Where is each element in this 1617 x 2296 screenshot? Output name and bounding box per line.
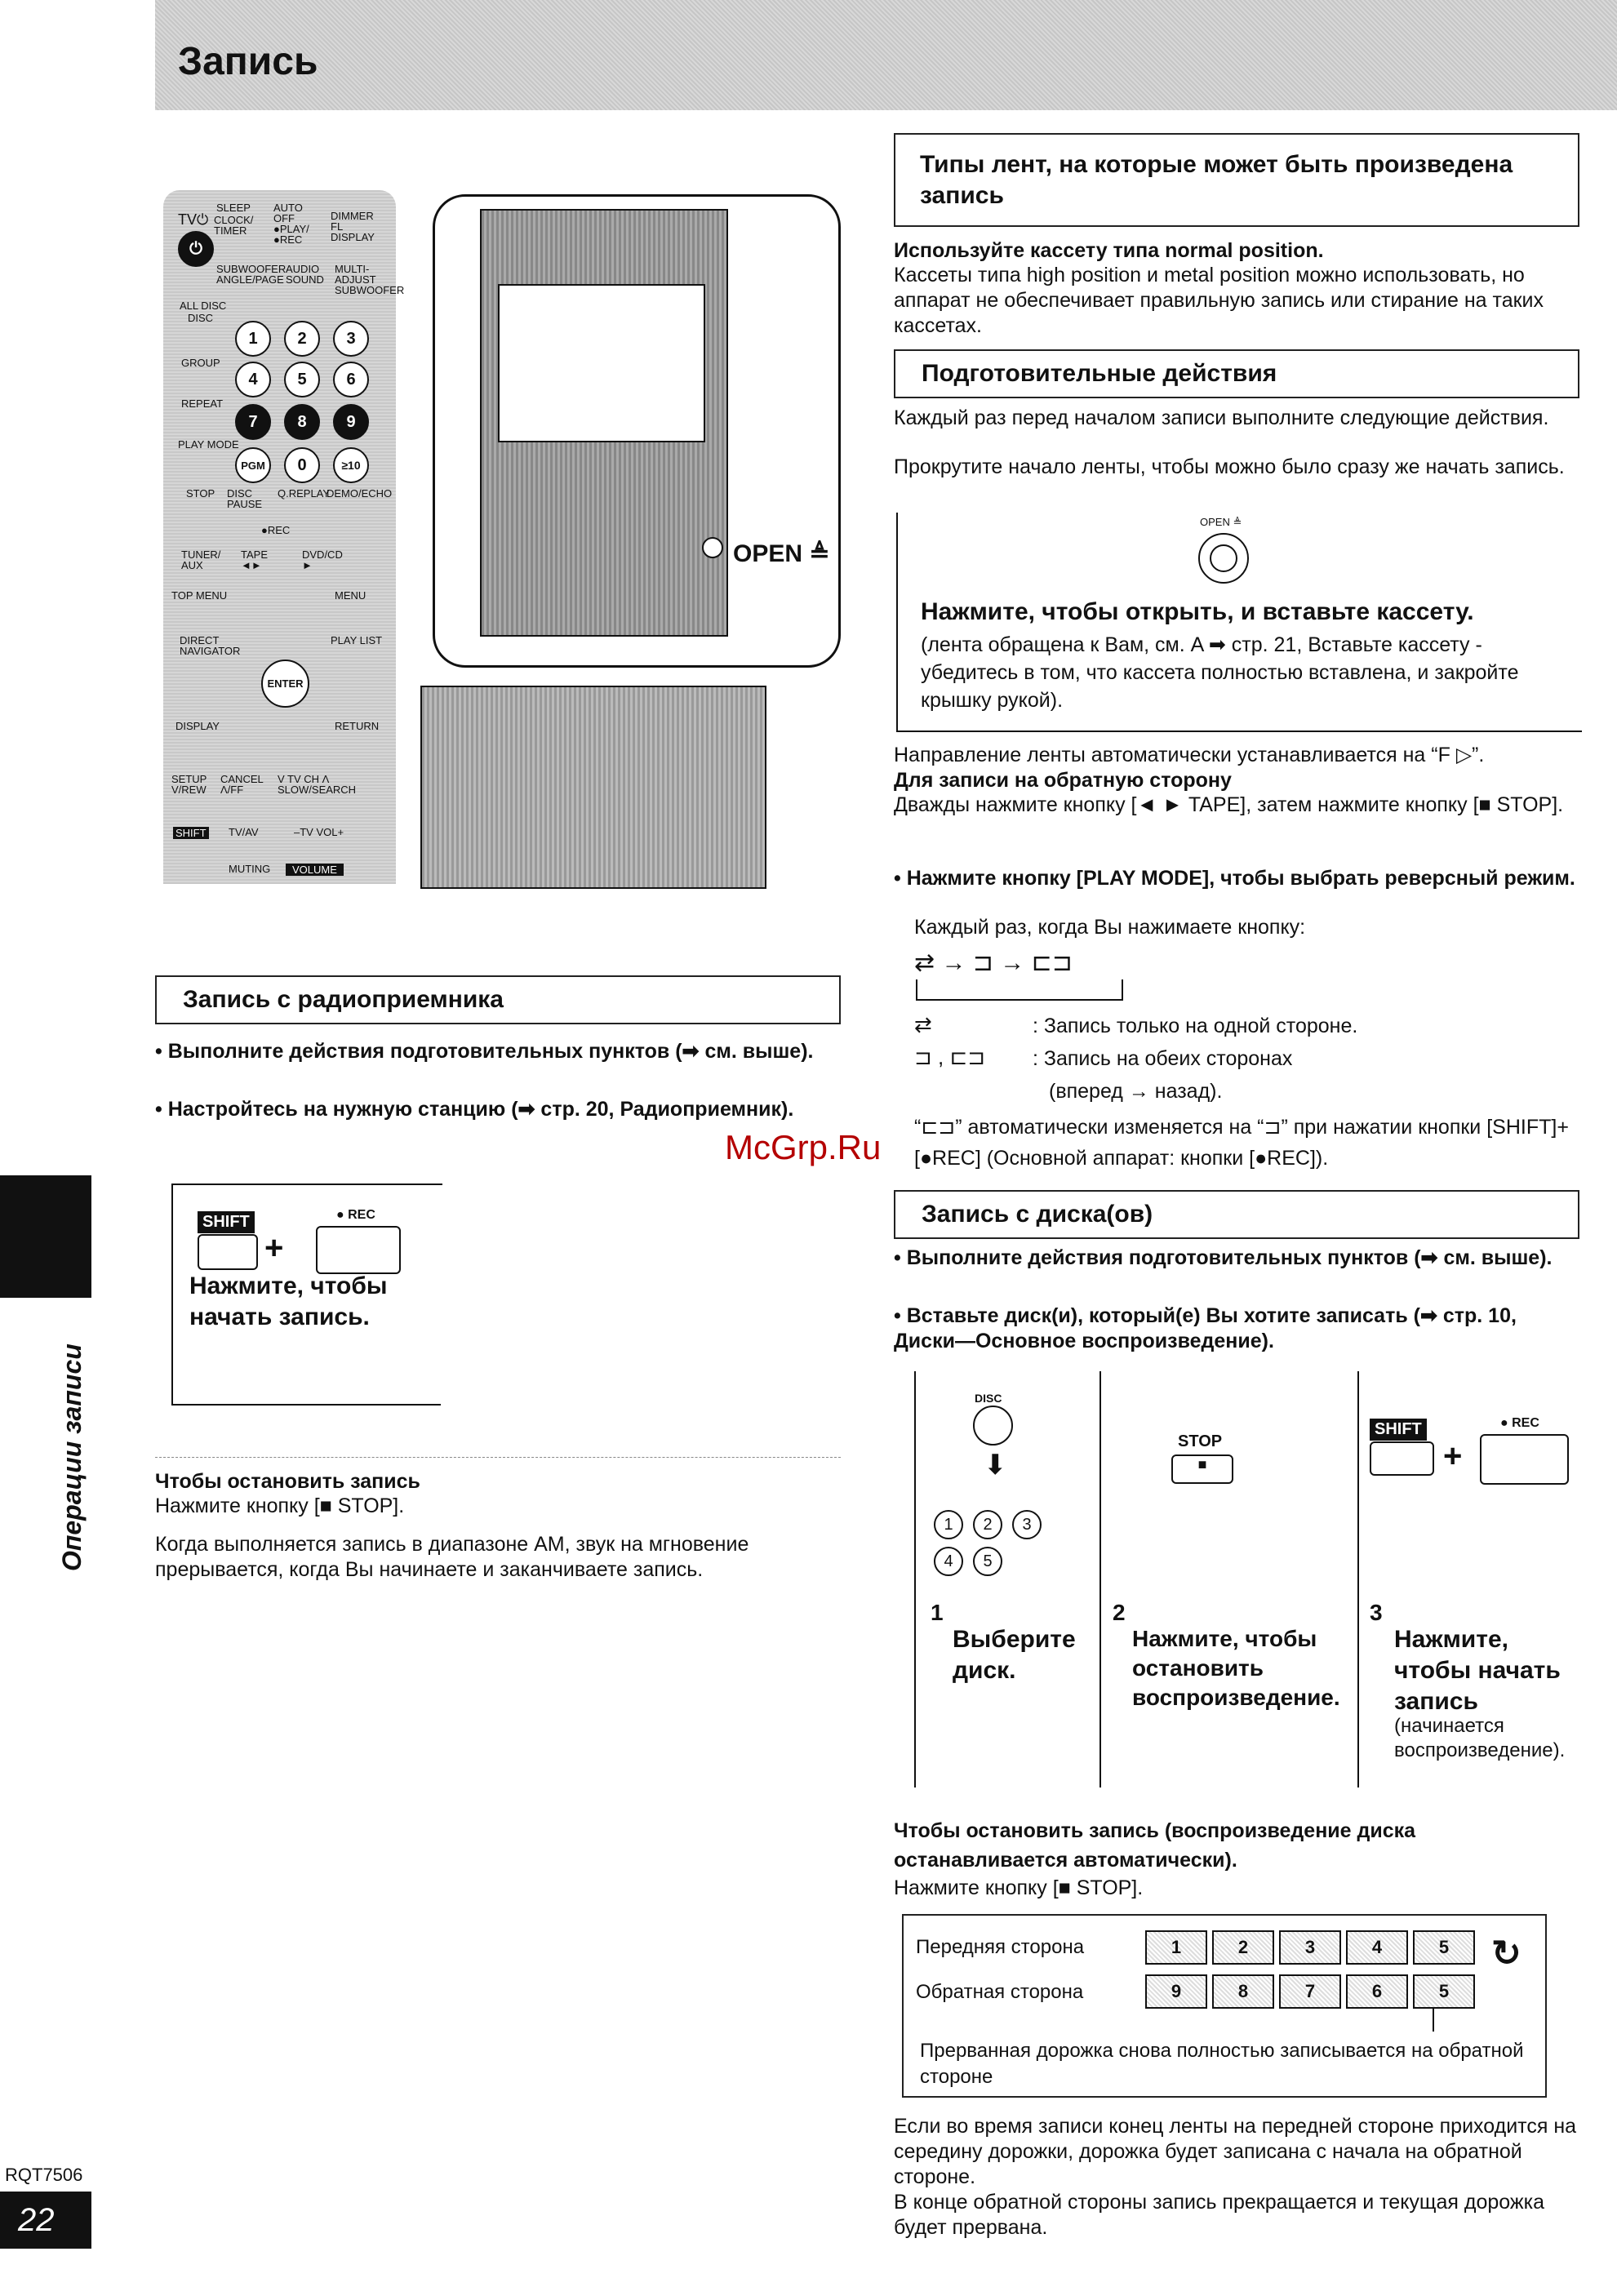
disc-step-2 bbox=[1098, 1371, 1359, 1788]
reverse-heading: Для записи на обратную сторону bbox=[894, 769, 1232, 792]
header-band bbox=[155, 0, 1617, 110]
track-note: Прерванная дорожка снова полностью записывается на обратной стороне bbox=[920, 2040, 1524, 2088]
remote-label-multi: MULTI-ADJUST SUBWOOFER bbox=[335, 263, 405, 296]
remote-label-rec: ●REC bbox=[261, 524, 291, 536]
radio-bullet-2-text: • Настройтесь на нужную станцию (➡ стр. 20, Радиоприемник). bbox=[155, 1098, 794, 1121]
shift-button-icon bbox=[198, 1234, 258, 1270]
step-3-plus: + bbox=[1443, 1438, 1463, 1474]
step-3-shift-icon bbox=[1370, 1441, 1434, 1476]
front-track-4: 4 bbox=[1346, 1930, 1408, 1965]
divider bbox=[155, 1457, 841, 1458]
digit-10-button: ≥10 bbox=[333, 447, 369, 483]
front-track-3: 3 bbox=[1279, 1930, 1341, 1965]
open-button-icon-large bbox=[1198, 533, 1249, 584]
digit-3-icon: 3 bbox=[1012, 1510, 1042, 1539]
remote-label-group: GROUP bbox=[181, 357, 220, 369]
digit-5-button: 5 bbox=[284, 362, 320, 397]
sidebar-section-label: Операции записи bbox=[57, 1343, 87, 1571]
remote-label-topmenu: TOP MENU bbox=[171, 589, 228, 602]
remote-label-cancel: CANCEL Λ/FF bbox=[220, 773, 264, 796]
watermark: McGrp.Ru bbox=[725, 1128, 882, 1166]
deck-callout bbox=[433, 194, 841, 668]
insert-step-box bbox=[896, 513, 1582, 732]
end-text-1: Если во время записи конец ленты на передней стороне приходится на середину дорожки, дорожка будет записана с начала на обратной стороне. bbox=[894, 2115, 1577, 2188]
disc-stop-heading: Чтобы остановить запись (воспроизведение диска останавливается автоматически). bbox=[894, 1819, 1416, 1872]
mode-both-sides: : Запись на обеих сторонах bbox=[1033, 1047, 1293, 1070]
remote-label-setup: SETUP V/REW bbox=[171, 773, 207, 796]
plus-sign: + bbox=[264, 1230, 284, 1266]
remote-label-pause: DISC PAUSE bbox=[227, 487, 263, 510]
remote-label-dimmer: DIMMER FL DISPLAY bbox=[331, 210, 375, 243]
radio-step-box bbox=[171, 1184, 442, 1406]
front-track-2: 2 bbox=[1212, 1930, 1274, 1965]
deck-body bbox=[480, 209, 728, 637]
remote-label-stop: STOP bbox=[186, 487, 215, 500]
back-track-8: 8 bbox=[1212, 1974, 1274, 2009]
mode-both-sides-icon: ⊐ , ⊏⊐ bbox=[914, 1045, 986, 1069]
remote-label-tvvol: –TV VOL+ bbox=[294, 826, 344, 838]
direction-text: Направление ленты автоматически устанавливается на “F ▷”. bbox=[894, 744, 1485, 766]
end-text-2: В конце обратной стороны запись прекращается и текущая дорожка будет прервана. bbox=[894, 2191, 1545, 2239]
digit-2-button: 2 bbox=[284, 321, 320, 357]
remote-label-menu: MENU bbox=[335, 589, 366, 602]
front-track-5: 5 bbox=[1413, 1930, 1475, 1965]
step-3-shift-label: SHIFT bbox=[1370, 1419, 1427, 1441]
digit-5-icon: 5 bbox=[973, 1547, 1002, 1576]
radio-bullet-2 bbox=[155, 1096, 841, 1122]
pgm-button: PGM bbox=[235, 447, 271, 483]
digit-row-2 bbox=[934, 1547, 1002, 1576]
remote-label-shift: SHIFT bbox=[173, 827, 209, 839]
remote-label-muting: MUTING bbox=[229, 863, 271, 875]
mode-cycle-loop bbox=[916, 979, 1123, 1001]
remote-label-tape: TAPE ◄► bbox=[241, 548, 268, 571]
open-button-inner bbox=[1210, 544, 1237, 572]
sidebar-tab bbox=[0, 1175, 91, 1298]
remote-label-sound: AUDIO SOUND bbox=[286, 263, 324, 286]
disc-step-3 bbox=[1357, 1371, 1586, 1788]
track-diagram bbox=[902, 1914, 1547, 2098]
am-note: Когда выполняется запись в диапазоне AM, звук на мгновение прерывается, когда Вы начинаете и заканчиваете запись. bbox=[155, 1533, 749, 1581]
prep-text-2: Прокрутите начало ленты, чтобы можно было сразу же начать запись. bbox=[894, 455, 1565, 478]
remote-label-slow: V TV CH Λ SLOW/SEARCH bbox=[278, 773, 357, 796]
step-box-bottom bbox=[171, 1404, 441, 1406]
back-track-table bbox=[1140, 1974, 1480, 2009]
back-track-6: 6 bbox=[1346, 1974, 1408, 2009]
remote-label-direct: DIRECT NAVIGATOR bbox=[180, 634, 241, 657]
stop-text: Нажмите кнопку [■ STOP]. bbox=[155, 1494, 405, 1517]
power-button: ⏻ bbox=[178, 231, 214, 267]
mode-note: “⊏⊐” автоматически изменяется на “⊐” при нажатии кнопки [SHIFT]+[●REC] (Основной аппарат: кнопки [●REC]). bbox=[914, 1116, 1569, 1170]
remote-label-clock: CLOCK/ TIMER bbox=[214, 214, 254, 237]
back-track-7: 7 bbox=[1279, 1974, 1341, 2009]
interrupted-pointer bbox=[1433, 2007, 1434, 2032]
disc-stop-text: Нажмите кнопку [■ STOP]. bbox=[894, 1876, 1144, 1899]
remote-label-tuner: TUNER/ AUX bbox=[181, 548, 221, 571]
disc-bullet-2: • Вставьте диск(и), который(е) Вы хотите записать (➡ стр. 10, Диски—Основное воспроизведение). bbox=[894, 1304, 1517, 1352]
press-caption: Нажмите, чтобы начать запись. bbox=[189, 1272, 388, 1330]
playmode-bullet: • Нажмите кнопку [PLAY MODE], чтобы выбрать реверсный режим. bbox=[894, 867, 1575, 890]
open-small-label: OPEN ≜ bbox=[1200, 516, 1242, 528]
remote-label-playlist: PLAY LIST bbox=[331, 634, 383, 646]
remote-label-alldisc: ALL DISC bbox=[180, 300, 227, 312]
back-track-5: 5 bbox=[1413, 1974, 1475, 2009]
radio-section-heading: Запись с радиоприемника bbox=[155, 975, 841, 1024]
step-3-sub: (начинается воспроизведение). bbox=[1394, 1715, 1566, 1761]
stop-label: STOP bbox=[1178, 1432, 1223, 1450]
insert-text: (лента обращена к Вам, см. A ➡ стр. 21, Вставьте кассету - убедитесь в том, что кассета полностью вставлена, и закройте крышку рукой). bbox=[921, 633, 1519, 712]
mode-one-side: : Запись только на одной стороне. bbox=[1033, 1015, 1358, 1037]
cassette-door bbox=[498, 284, 705, 442]
back-side-label: Обратная сторона bbox=[916, 1981, 1084, 2003]
digit-8-button: 8 bbox=[284, 404, 320, 440]
remote-control bbox=[163, 190, 405, 884]
disc-button-icon bbox=[973, 1406, 1013, 1446]
disc-bullet-1: • Выполните действия подготовительных пунктов (➡ см. выше). bbox=[894, 1246, 1553, 1269]
digit-7-button: 7 bbox=[235, 404, 271, 440]
radio-bullet-1 bbox=[155, 1038, 841, 1064]
prep-text-1: Каждый раз перед началом записи выполните следующие действия. bbox=[894, 406, 1549, 429]
rec-label: ● REC bbox=[336, 1208, 375, 1222]
remote-label-subwoofer: SUBWOOFER ANGLE/PAGE bbox=[216, 263, 287, 286]
remote-label-return: RETURN bbox=[335, 720, 380, 732]
open-button-icon bbox=[702, 537, 723, 558]
remote-label-repeat: REPEAT bbox=[181, 397, 224, 410]
digit-3-button: 3 bbox=[333, 321, 369, 357]
digit-6-button: 6 bbox=[333, 362, 369, 397]
step-3-number: 3 bbox=[1370, 1600, 1383, 1625]
remote-label-dvd: DVD/CD ► bbox=[302, 548, 343, 571]
disc-step-1 bbox=[914, 1371, 1101, 1788]
front-side-label: Передняя сторона bbox=[916, 1936, 1085, 1958]
enter-button: ENTER bbox=[261, 659, 309, 708]
disc-section-heading: Запись с диска(ов) bbox=[894, 1190, 1579, 1239]
remote-label-tvav: TV/AV bbox=[229, 826, 259, 838]
step-2-number: 2 bbox=[1113, 1600, 1126, 1625]
digit-row-1 bbox=[934, 1510, 1042, 1539]
tape-text: Кассеты типа high position и metal position можно использовать, но аппарат не обеспечивает правильную запись или стирание на таких кассетах. bbox=[894, 264, 1544, 337]
remote-label-sleep: SLEEP bbox=[216, 202, 251, 214]
step-3-text: Нажмите, чтобы начать запись bbox=[1394, 1626, 1561, 1715]
remote-label-display: DISPLAY bbox=[175, 720, 220, 732]
digit-4-button: 4 bbox=[235, 362, 271, 397]
digit-2-icon: 2 bbox=[973, 1510, 1002, 1539]
step-2-text: Нажмите, чтобы остановить воспроизведение. bbox=[1132, 1626, 1340, 1710]
open-label: OPEN ≜ bbox=[733, 540, 830, 567]
rec-button-icon bbox=[316, 1226, 401, 1274]
digit-1-button: 1 bbox=[235, 321, 271, 357]
step-1-number: 1 bbox=[931, 1600, 944, 1625]
stop-heading: Чтобы остановить запись bbox=[155, 1470, 420, 1493]
remote-label-autooff: AUTO OFF ●PLAY/ ●REC bbox=[273, 202, 309, 246]
mode-both-sides-note: (вперед → назад). bbox=[1049, 1080, 1223, 1103]
disc-label: DISC bbox=[975, 1392, 1002, 1405]
remote-label-disc: DISC bbox=[188, 312, 214, 324]
insert-bold: Нажмите, чтобы открыть, и вставьте кассету. bbox=[921, 598, 1474, 625]
remote-label-playmode: PLAY MODE bbox=[178, 438, 239, 451]
tape-types-heading: Типы лент, на которые может быть произведена запись bbox=[894, 133, 1579, 227]
digit-0-button: 0 bbox=[284, 447, 320, 483]
step-1-text: Выберите диск. bbox=[953, 1626, 1076, 1684]
shift-label: SHIFT bbox=[198, 1211, 255, 1233]
playmode-text: Каждый раз, когда Вы нажимаете кнопку: bbox=[914, 916, 1306, 939]
front-track-table bbox=[1140, 1930, 1480, 1965]
remote-label-volume: VOLUME bbox=[286, 864, 344, 876]
back-track-9: 9 bbox=[1145, 1974, 1207, 2009]
mode-cycle: ⇄ → ⊐ → ⊏⊐ bbox=[914, 949, 1073, 976]
step-3-rec-icon bbox=[1480, 1434, 1569, 1485]
step-3-rec-label: ● REC bbox=[1500, 1416, 1539, 1430]
digit-4-icon: 4 bbox=[934, 1547, 963, 1576]
tape-bold: Используйте кассету типа normal position. bbox=[894, 239, 1324, 262]
main-unit-illustration bbox=[420, 686, 766, 889]
remote-label-demo: DEMO/ECHO bbox=[327, 487, 393, 500]
reverse-arrow-icon: ↻ bbox=[1491, 1934, 1521, 1974]
prep-heading: Подготовительные действия bbox=[894, 349, 1579, 398]
digit-1-icon: 1 bbox=[934, 1510, 963, 1539]
page-title: Запись bbox=[178, 40, 318, 83]
reverse-text: Дважды нажмите кнопку [◄ ► TAPE], затем нажмите кнопку [■ STOP]. bbox=[894, 793, 1564, 816]
mode-one-side-icon: ⇄ bbox=[914, 1012, 932, 1037]
digit-9-button: 9 bbox=[333, 404, 369, 440]
arrow-down-icon: ⬇ bbox=[984, 1450, 1007, 1481]
remote-label-qreplay: Q.REPLAY bbox=[278, 487, 331, 500]
remote-label-tv: TV⏻ bbox=[178, 211, 209, 228]
front-track-1: 1 bbox=[1145, 1930, 1207, 1965]
stop-button-icon: ■ bbox=[1171, 1454, 1233, 1484]
radio-bullet-1-text: • Выполните действия подготовительных пунктов (➡ см. выше). bbox=[155, 1040, 814, 1063]
model-number: RQT7506 bbox=[5, 2165, 83, 2185]
page-number: 22 bbox=[0, 2192, 91, 2249]
